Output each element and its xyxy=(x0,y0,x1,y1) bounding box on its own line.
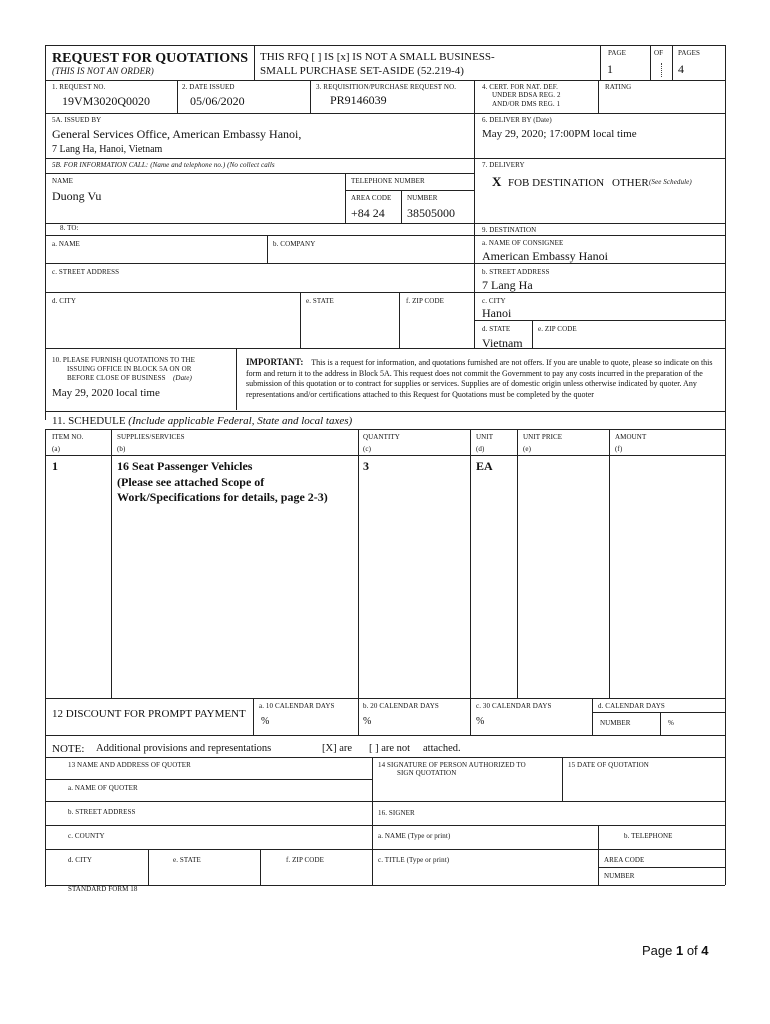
destination-label: 9. DESTINATION xyxy=(482,226,537,234)
divider xyxy=(45,223,725,224)
info-call-label: 5B. FOR INFORMATION CALL: (Name and telephone no.) (No collect calls xyxy=(52,161,275,169)
to-company-label: b. COMPANY xyxy=(273,240,316,248)
divider xyxy=(517,429,518,698)
col-unit-price: UNIT PRICE xyxy=(523,433,563,441)
item-unit: EA xyxy=(476,459,493,473)
discount-a-pct: % xyxy=(261,716,270,727)
block10-line2: ISSUING OFFICE IN BLOCK 5A ON OR xyxy=(67,365,192,373)
standard-form-label: STANDARD FORM 18 xyxy=(68,885,138,893)
important-label: IMPORTANT: xyxy=(246,357,304,367)
date-of-quotation-label: 15 DATE OF QUOTATION xyxy=(568,761,649,769)
requisition-label: 3. REQUISITION/PURCHASE REQUEST NO. xyxy=(316,83,457,91)
name-label: NAME xyxy=(52,177,74,185)
divider xyxy=(598,867,725,868)
block10-line3: BEFORE CLOSE OF BUSINESS xyxy=(67,374,166,382)
form-top-border xyxy=(45,45,725,46)
discount-d-pct: % xyxy=(668,719,674,727)
divider xyxy=(592,712,725,713)
discount-c-pct: % xyxy=(476,716,485,727)
divider xyxy=(399,292,400,348)
number-value: 38505000 xyxy=(407,206,455,220)
divider xyxy=(45,429,46,887)
divider xyxy=(474,320,725,321)
issued-by-line2: 7 Lang Ha, Hanoi, Vietnam xyxy=(52,144,163,155)
date-issued-label: 2. DATE ISSUED xyxy=(182,83,235,91)
note-are-not: [ ] are not xyxy=(369,743,411,754)
issued-by-label: 5A. ISSUED BY xyxy=(52,116,102,124)
divider xyxy=(148,849,149,885)
divider xyxy=(254,45,255,80)
page-label: PAGE xyxy=(608,49,627,57)
divider xyxy=(401,190,402,223)
divider xyxy=(45,292,725,293)
divider xyxy=(345,173,346,223)
dest-zip-label: e. ZIP CODE xyxy=(538,325,577,333)
divider xyxy=(592,698,593,735)
divider xyxy=(650,45,651,80)
col-unit-price-sub: (e) xyxy=(523,445,532,453)
dest-city-value: Hanoi xyxy=(482,306,512,320)
page-num: 1 xyxy=(675,943,684,958)
dest-state-value: Vietnam xyxy=(482,336,523,350)
note-are: [X] are xyxy=(322,743,353,754)
col-item-no: ITEM NO. xyxy=(52,433,84,441)
to-city-label: d. CITY xyxy=(52,297,77,305)
pages-value: 4 xyxy=(678,62,684,76)
divider xyxy=(598,825,599,885)
deliver-by-label: 6. DELIVER BY (Date) xyxy=(482,116,552,124)
to-zip-label: f. ZIP CODE xyxy=(406,297,444,305)
to-street-label: c. STREET ADDRESS xyxy=(52,268,120,276)
delivery-other-note: (See Schedule) xyxy=(649,178,692,186)
fob-destination: FOB DESTINATION xyxy=(508,177,605,189)
col-unit: UNIT xyxy=(476,433,494,441)
col-item-no-sub: (a) xyxy=(52,445,61,453)
page-of: of xyxy=(683,943,702,958)
divider xyxy=(562,757,563,801)
date-issued-value: 05/06/2020 xyxy=(190,94,245,108)
divider xyxy=(45,779,372,780)
divider xyxy=(345,190,474,191)
telephone-label: TELEPHONE NUMBER xyxy=(351,177,425,185)
contact-name: Duong Vu xyxy=(52,189,102,203)
item-no: 1 xyxy=(52,459,58,473)
delivery-x-mark: X xyxy=(492,174,502,189)
divider xyxy=(310,80,311,113)
divider xyxy=(45,849,725,850)
page-total: 4 xyxy=(701,943,709,958)
col-unit-sub: (d) xyxy=(476,445,485,453)
divider xyxy=(300,292,301,348)
divider xyxy=(600,45,601,80)
dest-street-value: 7 Lang Ha xyxy=(482,278,533,292)
signer-telephone-label: b. TELEPHONE xyxy=(624,832,673,840)
block10-date-note: (Date) xyxy=(173,374,192,382)
col-supplies-sub: (b) xyxy=(117,445,126,453)
divider xyxy=(372,757,373,885)
col-amount-sub: (f) xyxy=(615,445,623,453)
divider xyxy=(45,698,725,699)
rating-label: RATING xyxy=(605,83,632,91)
divider xyxy=(45,348,725,349)
col-quantity-sub: (c) xyxy=(363,445,372,453)
delivery-label: 7. DELIVERY xyxy=(482,161,525,169)
divider xyxy=(45,885,725,886)
divider xyxy=(672,45,673,80)
discount-b-pct: % xyxy=(363,716,372,727)
important-text: This is a request for information, and quotations furnished are not offers. If you are unable to quote, please so indicate on this form and return it to the address in Block 5A. This request does not commit the Government to pay any costs incurred in the preparation of the submission of this quotation or to contract for supplies or services. Supplies are of domestic origin unless otherwise indicated by quoter. Any representations and/or certifications attached to this Request for Quotations must be completed by the quoter xyxy=(246,358,713,399)
signer-name-label: a. NAME (Type or print) xyxy=(378,832,451,840)
delivery-other: OTHER xyxy=(612,177,649,189)
rfq-setaside-line1: THIS RFQ [ ] IS [x] IS NOT A SMALL BUSINESS- xyxy=(260,51,495,63)
form-title: REQUEST FOR QUOTATIONS xyxy=(52,51,249,66)
form-left-border xyxy=(45,45,46,420)
schedule-note: (Include applicable Federal, State and local taxes) xyxy=(128,415,353,427)
request-no-value: 19VM3020Q0020 xyxy=(62,94,151,108)
quoter-street-label: b. STREET ADDRESS xyxy=(68,808,136,816)
divider xyxy=(45,263,725,264)
signer-label: 16. SIGNER xyxy=(378,809,415,817)
divider xyxy=(661,63,662,77)
to-state-label: e. STATE xyxy=(306,297,334,305)
cert-line2: UNDER BDSA REG. 2 xyxy=(492,91,561,99)
important-notice xyxy=(246,357,718,400)
form-subtitle: (THIS IS NOT AN ORDER) xyxy=(52,66,154,76)
requisition-value: PR9146039 xyxy=(330,93,387,107)
divider xyxy=(45,158,725,159)
number-label-quoter: NUMBER xyxy=(604,872,635,880)
discount-number-label: NUMBER xyxy=(600,719,631,727)
divider xyxy=(532,320,533,348)
col-amount: AMOUNT xyxy=(615,433,647,441)
block10-value: May 29, 2020 local time xyxy=(52,387,160,399)
page-value: 1 xyxy=(607,62,613,76)
divider xyxy=(474,80,475,160)
note-text: Additional provisions and representations xyxy=(96,743,272,754)
divider xyxy=(45,80,725,81)
area-code-label-quoter: AREA CODE xyxy=(604,856,645,864)
divider xyxy=(470,429,471,698)
pages-label: PAGES xyxy=(678,49,701,57)
deliver-by-value: May 29, 2020; 17:00PM local time xyxy=(482,128,637,140)
block10-line1: 10. PLEASE FURNISH QUOTATIONS TO THE xyxy=(52,356,196,364)
discount-label: 12 DISCOUNT FOR PROMPT PAYMENT xyxy=(52,708,246,720)
divider xyxy=(725,757,726,885)
schedule-title: 11. SCHEDULE xyxy=(52,415,126,427)
dest-state-label: d. STATE xyxy=(482,325,511,333)
of-label: OF xyxy=(654,49,664,57)
consignee-value: American Embassy Hanoi xyxy=(482,249,608,263)
dest-street-label: b. STREET ADDRESS xyxy=(482,268,550,276)
issued-by-line1: General Services Office, American Embassy Hanoi, xyxy=(52,127,302,141)
col-supplies: SUPPLIES/SERVICES xyxy=(117,433,185,441)
area-code-label: AREA CODE xyxy=(351,194,392,202)
area-code-value: +84 24 xyxy=(351,206,385,220)
cert-line1: 4. CERT. FOR NAT. DEF. xyxy=(482,83,559,91)
divider xyxy=(45,411,725,412)
item-desc-line1: 16 Seat Passenger Vehicles xyxy=(117,459,253,473)
quoter-label: 13 NAME AND ADDRESS OF QUOTER xyxy=(68,761,191,769)
item-quantity: 3 xyxy=(363,459,369,473)
form-right-border xyxy=(725,45,726,765)
rfq-setaside-line2: SMALL PURCHASE SET-ASIDE (52.219-4) xyxy=(260,65,464,77)
schedule-label xyxy=(52,415,352,427)
signature-label-line1: 14 SIGNATURE OF PERSON AUTHORIZED TO xyxy=(378,761,526,769)
col-quantity: QUANTITY xyxy=(363,433,400,441)
quoter-city-label: d. CITY xyxy=(68,856,93,864)
divider xyxy=(45,757,725,758)
divider xyxy=(45,825,725,826)
divider xyxy=(111,429,112,698)
divider xyxy=(609,429,610,698)
divider xyxy=(45,113,725,114)
divider xyxy=(177,80,178,113)
divider xyxy=(470,698,471,735)
divider xyxy=(236,348,237,410)
page-prefix: Page xyxy=(642,943,676,958)
item-desc-line2: (Please see attached Scope of xyxy=(117,475,265,489)
discount-10-days: a. 10 CALENDAR DAYS xyxy=(259,702,335,710)
divider xyxy=(660,712,661,735)
discount-calendar-days: d. CALENDAR DAYS xyxy=(598,702,665,710)
divider xyxy=(358,429,359,698)
request-no-label: 1. REQUEST NO. xyxy=(52,83,106,91)
to-label: 8. TO: xyxy=(60,224,79,232)
item-desc-line3: Work/Specifications for details, page 2-3) xyxy=(117,490,328,504)
page-footer xyxy=(642,944,709,958)
divider xyxy=(45,173,474,174)
divider xyxy=(598,80,599,113)
quoter-county-label: c. COUNTY xyxy=(68,832,105,840)
divider xyxy=(260,849,261,885)
divider xyxy=(45,455,725,456)
note-attached: attached. xyxy=(423,743,461,754)
divider xyxy=(45,801,725,802)
quoter-name-label: a. NAME OF QUOTER xyxy=(68,784,138,792)
divider xyxy=(45,735,725,736)
to-name-label: a. NAME xyxy=(52,240,80,248)
divider xyxy=(267,235,268,263)
divider xyxy=(358,698,359,735)
dest-city-label: c. CITY xyxy=(482,297,506,305)
discount-30-days: c. 30 CALENDAR DAYS xyxy=(476,702,552,710)
note-label: NOTE: xyxy=(52,743,85,755)
divider xyxy=(45,429,725,430)
number-label: NUMBER xyxy=(407,194,438,202)
discount-20-days: b. 20 CALENDAR DAYS xyxy=(363,702,439,710)
divider xyxy=(253,698,254,735)
signature-label-line2: SIGN QUOTATION xyxy=(397,769,457,777)
quoter-state-label: e. STATE xyxy=(173,856,201,864)
consignee-label: a. NAME OF CONSIGNEE xyxy=(482,239,564,247)
signer-title-label: c. TITLE (Type or print) xyxy=(378,856,450,864)
cert-line3: AND/OR DMS REG. 1 xyxy=(492,100,561,108)
divider xyxy=(45,235,725,236)
quoter-zip-label: f. ZIP CODE xyxy=(286,856,324,864)
